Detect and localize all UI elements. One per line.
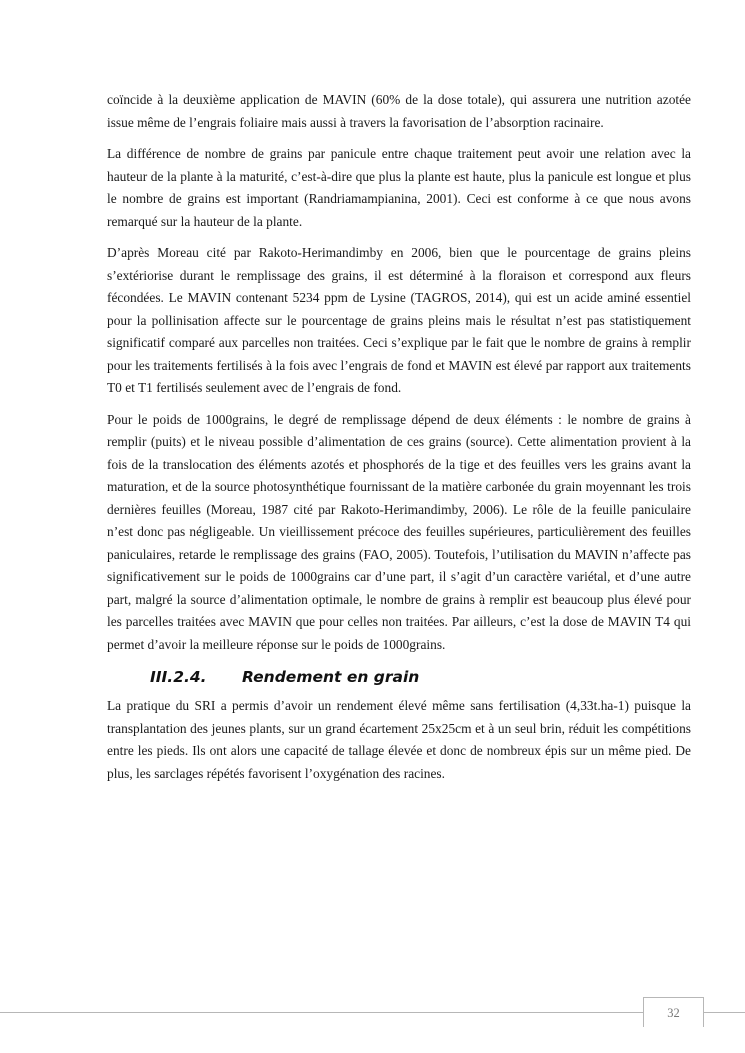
paragraph-grains-per-panicle: La différence de nombre de grains par panicule entre chaque traitement peut avoir une relation avec la hauteur de la plante à la maturité, c’est-à-dire que plus la plante est haute, plus la panicule est longue et plus le nombre de grains est important (Randriamampianina, 2001). Ceci est conforme à ce que nous avons remarqué sur la hauteur de la plante. xyxy=(107,146,691,229)
paragraph-full-grains: D’après Moreau cité par Rakoto-Herimandimby en 2006, bien que le pourcentage de grains pleins s’extériorise durant le remplissage des grains, il est déterminé à la floraison et correspond aux fleurs fécondées. Le MAVIN contenant 5234 ppm de Lysine (TAGROS, 2014), qui est un acide aminé essentiel pour la pollinisation affecte sur le pourcentage de grains pleins mais le résultat n’est pas statistiquement significatif comparé aux parcelles non traitées. Ceci s’explique par le fait que le nombre de grains à remplir pour les traitements fertilisés à la fois avec l’engrais de fond et MAVIN est élevé par rapport aux traitements T0 et T1 fertilisés seulement avec de l’engrais de fond. xyxy=(107,245,691,395)
page-number: 32 xyxy=(643,997,704,1027)
page-content xyxy=(107,89,691,794)
paragraph-1000-grains-weight: Pour le poids de 1000grains, le degré de remplissage dépend de deux éléments : le nombre de grains à remplir (puits) et le niveau possible d’alimentation de ces grains (source). Cette alimentation provient à la fois de la translocation des éléments azotés et phosphorés de la tige et des feuilles vers les grains avant la maturation, et de la source photosynthétique fournissant de la matière carbonée du grain moyennant les trois dernières feuilles (Moreau, 1987 cité par Rakoto-Herimandimby, 2006). Le rôle de la feuille paniculaire n’est donc pas négligeable. Un vieillissement précoce des feuilles supérieures, particulièrement des feuilles paniculaires, retarde le remplissage des grains (FAO, 2005). Toutefois, l’utilisation du MAVIN n’affecte pas significativement sur le poids de 1000grains car d’une part, il s’agit d’un caractère variétal, et d’une autre part, malgré la source d’alimentation optimale, le nombre de grains à remplir est beaucoup plus élevé pour les parcelles traitées avec MAVIN que pour celles non traitées. Par ailleurs, c’est la dose de MAVIN T4 qui permet d’avoir la meilleure réponse sur le poids de 1000grains. xyxy=(107,411,691,652)
footer-rule xyxy=(0,1012,643,1013)
paragraph-continuation: coïncide à la deuxième application de MAVIN (60% de la dose totale), qui assurera une nutrition azotée issue même de l’engrais foliaire mais aussi à travers la favorisation de l’absorption racinaire. xyxy=(107,92,691,130)
footer-rule-right xyxy=(704,1012,745,1013)
paragraph-yield: La pratique du SRI a permis d’avoir un rendement élevé même sans fertilisation (4,33t.ha-1) puisque la transplantation des jeunes plants, sur un grand écartement 25x25cm et à un seul brin, réduit les compétitions entre les pieds. Ils ont alors une capacité de tallage élevée et donc de nombreux épis sur un même pied. De plus, les sarclages répétés favorisent l’oxygénation des racines. xyxy=(107,698,691,781)
section-title: Rendement en grain xyxy=(242,668,420,686)
section-number: III.2.4. xyxy=(150,668,207,686)
section-heading xyxy=(150,665,691,689)
